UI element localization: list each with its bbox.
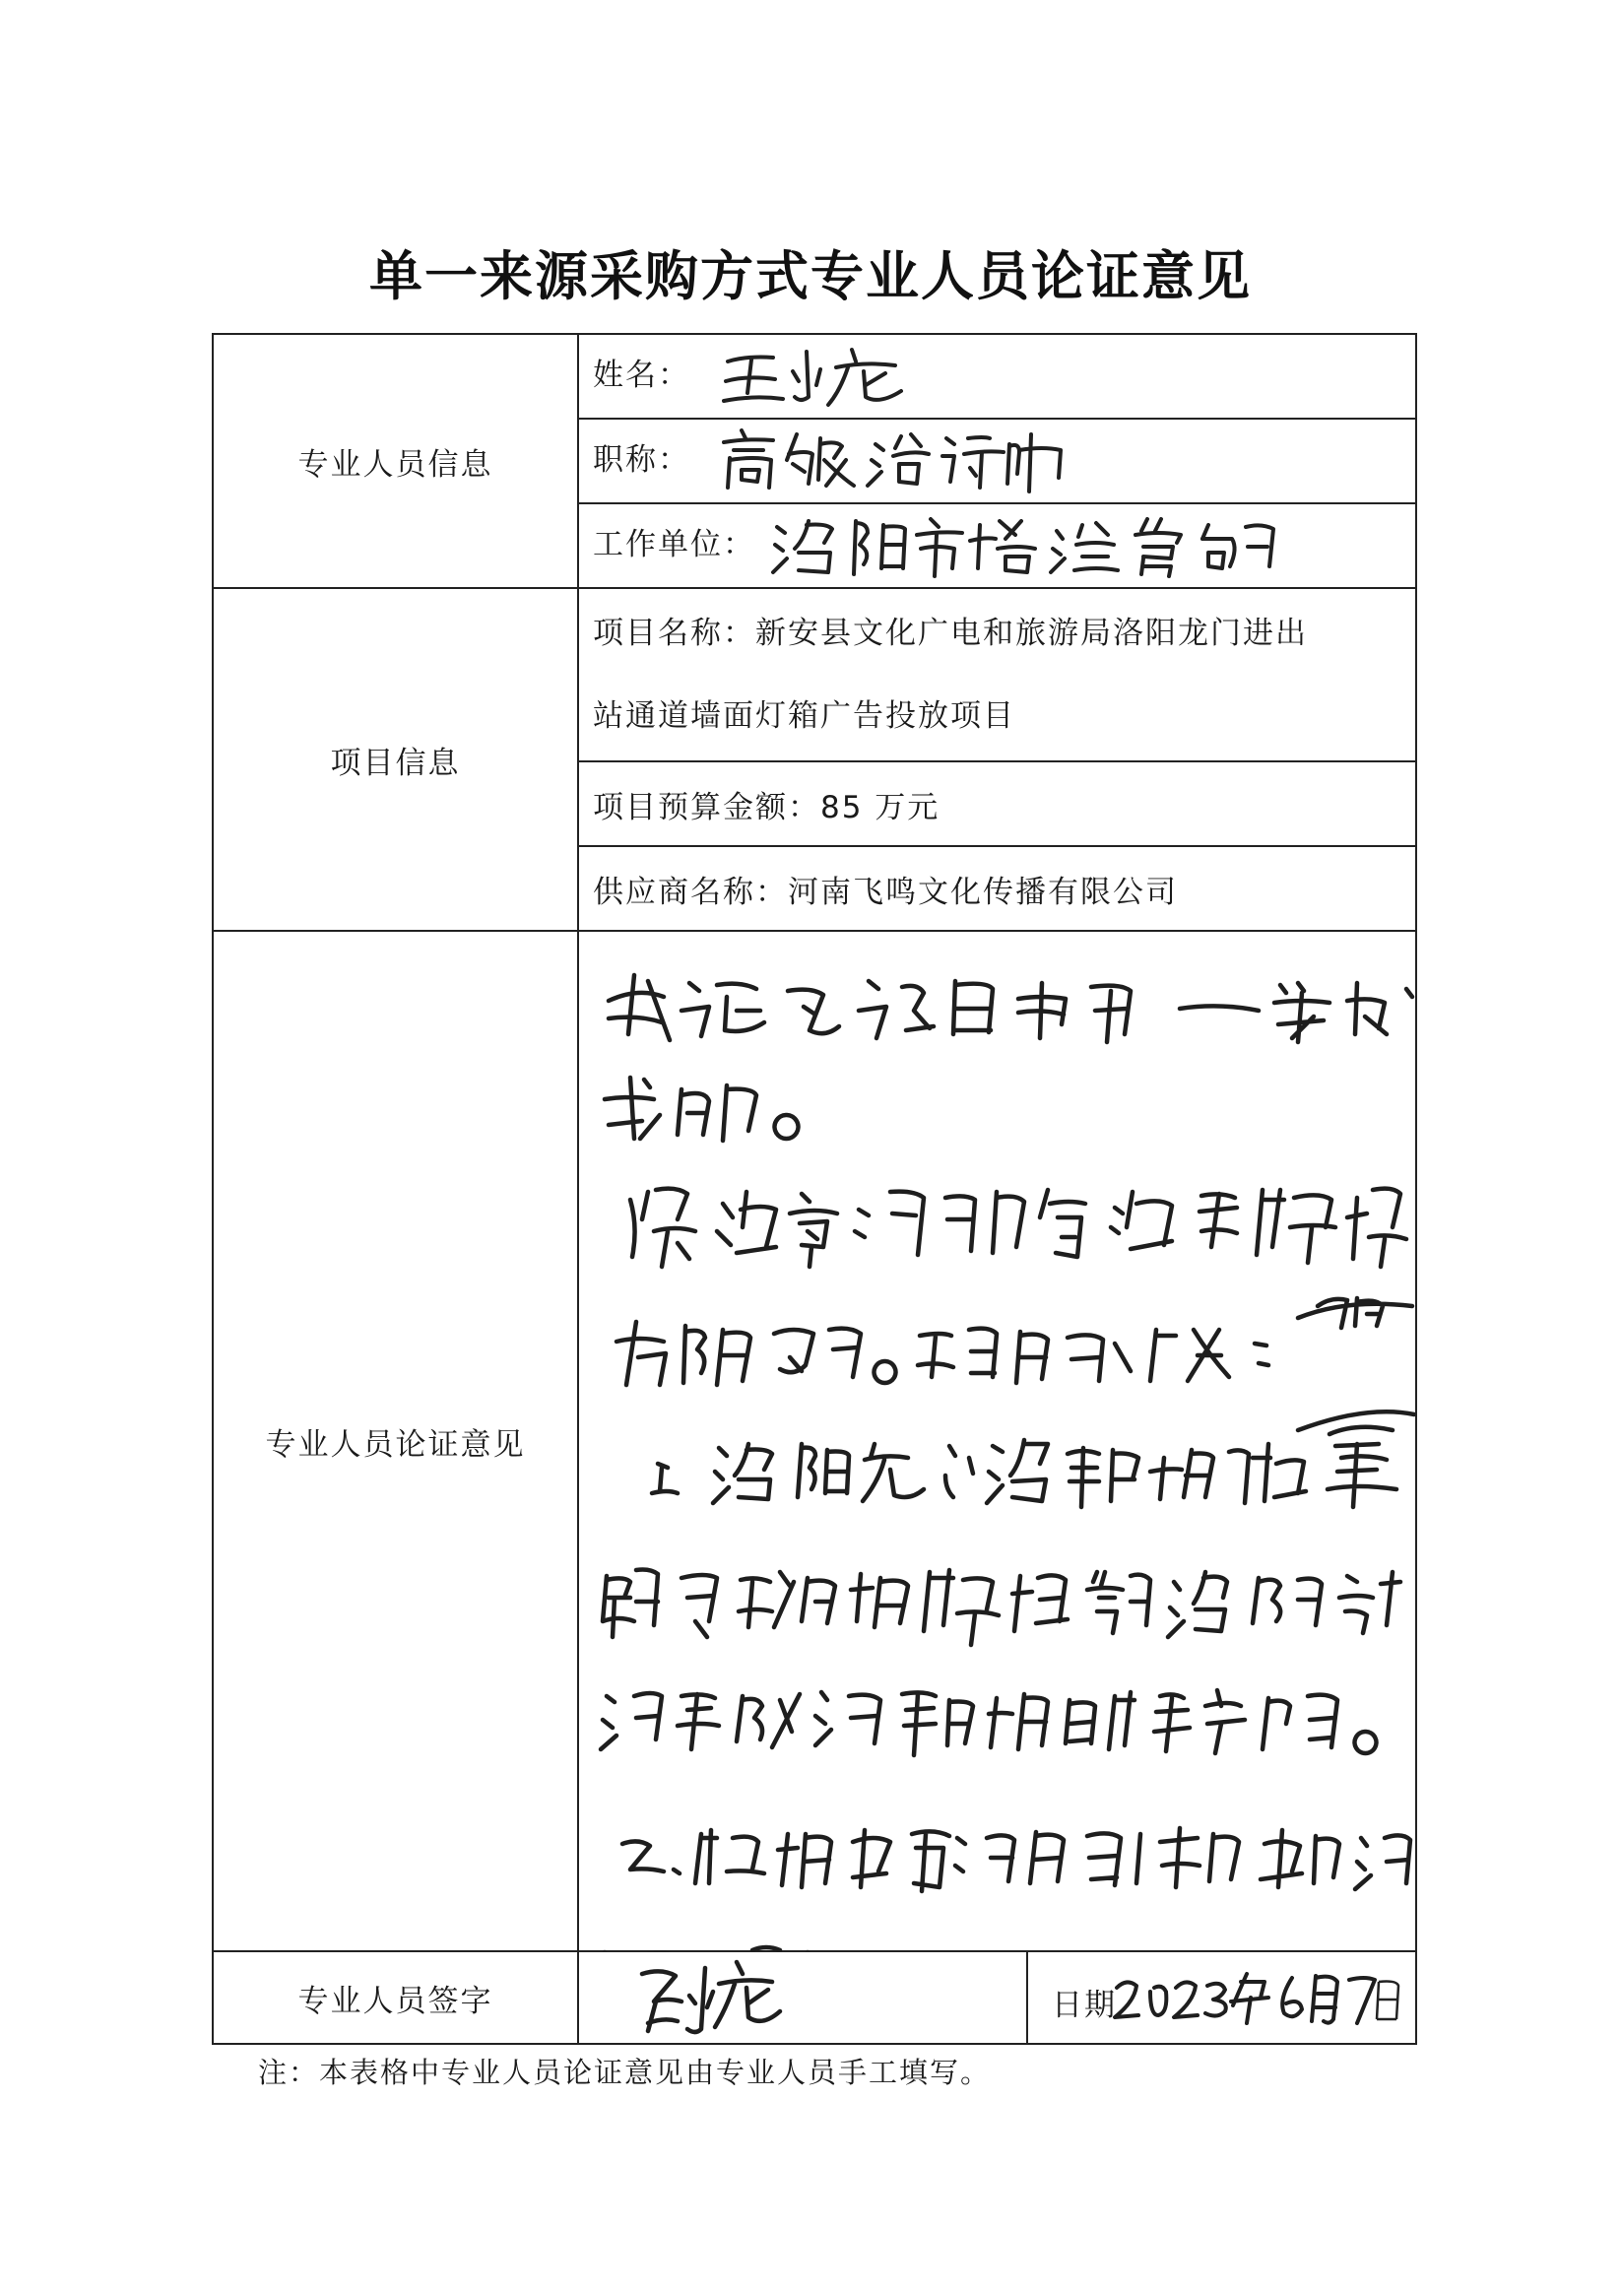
footnote: 注：本表格中专业人员论证意见由专业人员手工填写。 [258,2056,992,2089]
project-name-cell [578,588,1416,761]
staff-info-section-label: 专业人员信息 [213,334,578,588]
staff-name-row [213,334,1416,419]
staff-employer-label: 工作单位： [593,526,755,562]
signature-handwriting [579,1952,1028,2043]
project-name-row [213,588,1416,761]
project-name-line1: 项目名称：新安县文化广电和旅游局洛阳龙门进出 [593,616,1308,651]
opinion-cell [578,931,1416,1951]
project-info-section-label: 项目信息 [213,588,578,931]
document-title: 单一来源采购方式专业人员论证意见 [369,245,1252,307]
staff-name-label: 姓名： [593,357,690,393]
staff-name-handwriting [718,342,915,411]
staff-employer-handwriting [769,509,1281,582]
staff-name-cell [578,334,1416,419]
opinion-form-table [212,333,1417,2045]
project-budget: 项目预算金额：85 万元 [578,761,1416,846]
staff-employer-cell [578,503,1416,588]
signature-row [213,1951,1416,2044]
opinion-section-label: 专业人员论证意见 [213,931,578,1951]
signature-cell [578,1951,1027,2044]
project-supplier: 供应商名称：河南飞鸣文化传播有限公司 [578,846,1416,931]
signature-label: 专业人员签字 [213,1951,578,2044]
date-handwriting [1028,1952,1417,2043]
date-cell [1027,1951,1416,2044]
date-label: 日期 [1052,1988,1117,2023]
opinion-handwriting [579,932,1415,1952]
staff-title-cell [578,419,1416,503]
staff-title-label: 职称： [593,441,690,478]
opinion-row [213,931,1416,1951]
staff-title-handwriting [718,425,1072,497]
project-name-line2: 站通道墙面灯箱广告投放项目 [593,698,1015,734]
